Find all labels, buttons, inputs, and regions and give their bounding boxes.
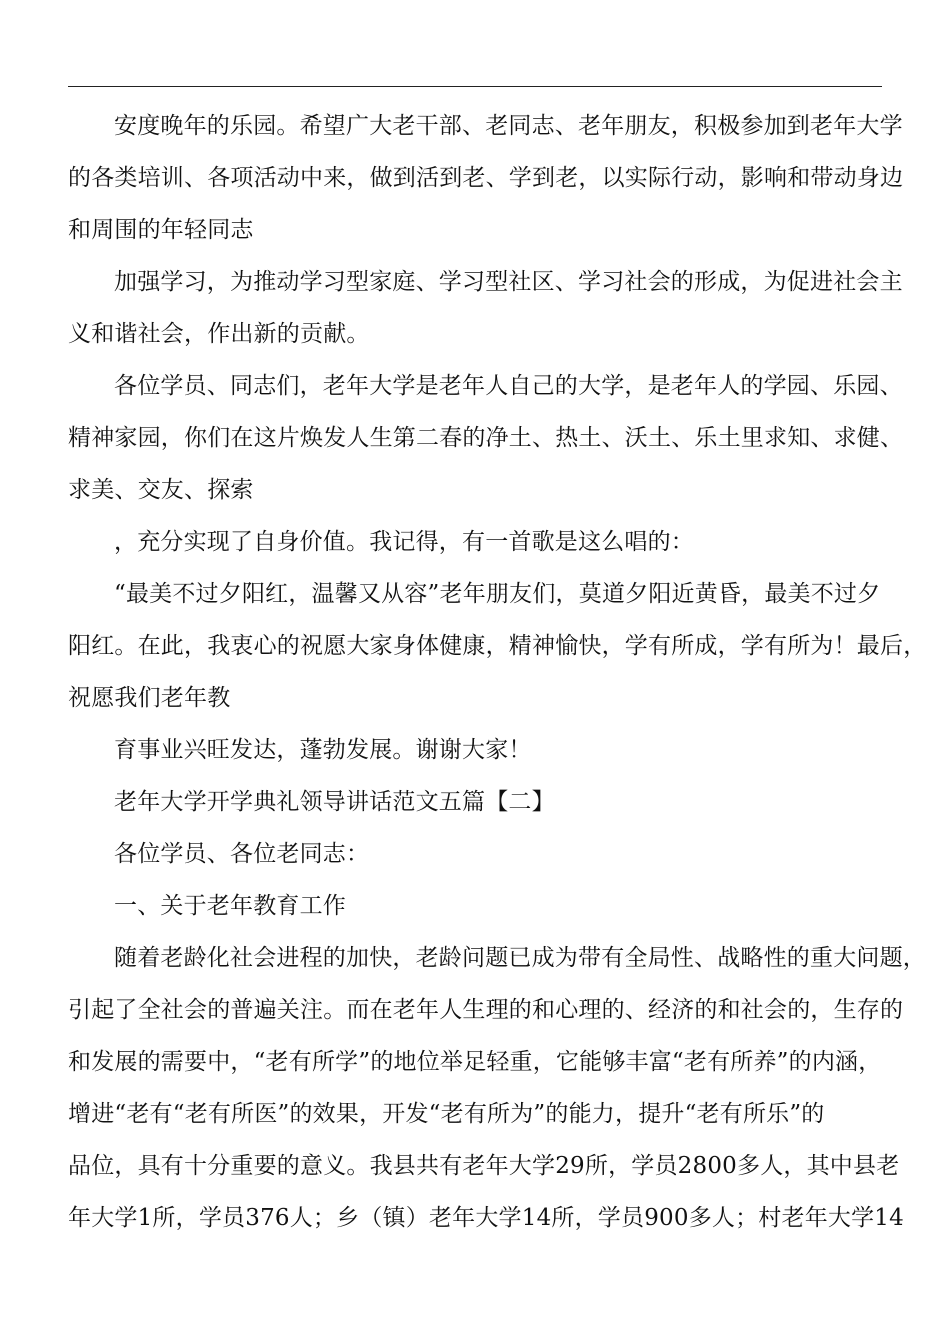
paragraph <box>68 932 926 1244</box>
text-line: 各位学员、同志们，老年大学是老年人自己的大学，是老年人的学园、乐园、 <box>114 373 903 399</box>
document-body <box>68 100 927 1244</box>
paragraph <box>68 724 884 776</box>
paragraph <box>68 360 904 516</box>
text-line: 祝愿我们老年教 <box>68 685 231 711</box>
text-line: 一、关于老年教育工作 <box>114 893 346 919</box>
text-line: 加强学习，为推动学习型家庭、学习型社区、学习社会的形成，为促进社会主 <box>114 269 903 295</box>
text-line: 的各类培训、各项活动中来，做到活到老、学到老，以实际行动，影响和带动身边 <box>68 165 904 191</box>
text-line: 求美、交友、探索 <box>68 477 254 503</box>
paragraph <box>68 568 927 724</box>
text-line: 义和谐社会，作出新的贡献。 <box>68 321 370 347</box>
text-line: 品位，具有十分重要的意义。我县共有老年大学29所，学员2800多人，其中县老 <box>68 1153 900 1179</box>
text-line: 和发展的需要中，“老有所学”的地位举足轻重，它能够丰富“老有所养”的内涵， <box>68 1049 882 1075</box>
text-line: 和周围的年轻同志 <box>68 217 254 243</box>
text-line: 各位学员、各位老同志： <box>114 841 370 867</box>
text-line: 引起了全社会的普遍关注。而在老年人生理的和心理的、经济的和社会的，生存的 <box>68 997 904 1023</box>
subheading <box>68 880 884 932</box>
paragraph <box>68 256 903 360</box>
text-line: 精神家园，你们在这片焕发人生第二春的净土、热土、沃土、乐土里求知、求健、 <box>68 425 904 451</box>
text-line: 随着老龄化社会进程的加快，老龄问题已成为带有全局性、战略性的重大问题， <box>114 945 926 971</box>
paragraph <box>68 100 904 256</box>
text-line: 阳红。在此，我衷心的祝愿大家身体健康，精神愉快，学有所成，学有所为！最后， <box>68 633 927 659</box>
header-rule <box>68 86 882 87</box>
text-line: 增进“老有“老有所医”的效果，开发“老有所为”的能力，提升“老有所乐”的 <box>68 1101 825 1127</box>
section-heading <box>68 776 884 828</box>
text-line: “最美不过夕阳红，温馨又从容”老年朋友们，莫道夕阳近黄昏，最美不过夕 <box>114 581 881 607</box>
text-line: ，充分实现了自身价值。我记得，有一首歌是这么唱的： <box>114 529 694 555</box>
text-line: 安度晚年的乐园。希望广大老干部、老同志、老年朋友，积极参加到老年大学 <box>114 113 903 139</box>
text-line: 老年大学开学典礼领导讲话范文五篇【二】 <box>114 789 555 815</box>
text-line: 年大学1所，学员376人；乡（镇）老年大学14所，学员900多人；村老年大学14 <box>68 1205 904 1231</box>
text-line: 育事业兴旺发达，蓬勃发展。谢谢大家！ <box>114 737 532 763</box>
salutation <box>68 828 884 880</box>
paragraph <box>68 516 884 568</box>
